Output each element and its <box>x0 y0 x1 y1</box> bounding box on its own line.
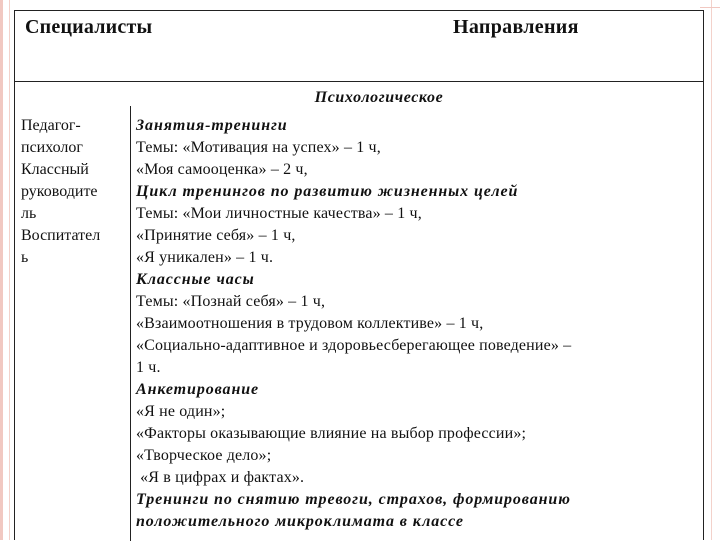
specialist-line: Классный <box>21 161 89 178</box>
decorative-border-line <box>700 7 720 8</box>
topic-line: «Взаимоотношения в трудовом коллективе» – 1 ч, <box>136 315 484 332</box>
specialists-directions-table <box>14 10 704 540</box>
category-heading: Занятия-тренинги <box>136 117 288 134</box>
column-divider <box>130 106 131 541</box>
topic-line: Темы: «Мотивация на успех» – 1 ч, <box>136 139 381 156</box>
category-heading: Классные часы <box>136 271 255 288</box>
topic-line: Темы: «Мои личностные качества» – 1 ч, <box>136 205 422 222</box>
decorative-border-line <box>711 0 712 540</box>
category-heading: Цикл тренингов по развитию жизненных целей <box>136 183 519 200</box>
category-heading: Анкетирование <box>136 381 260 398</box>
topic-line: 1 ч. <box>136 359 161 376</box>
decorative-border-line <box>9 0 10 540</box>
header-specialists: Специалисты <box>25 16 153 38</box>
decorative-border-line <box>0 0 3 540</box>
topic-line: «Творческое дело»; <box>136 447 272 464</box>
specialists-cell <box>21 115 129 269</box>
header-directions: Направления <box>453 16 579 38</box>
specialist-line: ль <box>21 205 37 222</box>
specialist-line: Педагог- <box>21 117 81 134</box>
topic-line: «Я не один»; <box>136 403 226 420</box>
category-heading: Тренинги по снятию тревоги, страхов, формированию <box>136 491 571 508</box>
topic-line: «Я уникален» – 1 ч. <box>136 249 274 266</box>
topic-line: Темы: «Познай себя» – 1 ч, <box>136 293 326 310</box>
specialist-line: психолог <box>21 139 83 156</box>
topic-line: «Принятие себя» – 1 ч, <box>136 227 296 244</box>
specialist-line: ь <box>21 249 29 266</box>
category-heading: положительного микроклимата в классе <box>136 513 464 530</box>
section-title: Психологическое <box>314 89 444 106</box>
topic-line: «Я в цифрах и фактах». <box>136 469 305 486</box>
topic-line: «Моя самооценка» – 2 ч, <box>136 161 308 178</box>
topic-line: «Факторы оказывающие влияние на выбор профессии»; <box>136 425 527 442</box>
directions-cell <box>136 115 702 533</box>
table-header-row <box>15 11 703 82</box>
topic-line: «Социально-адаптивное и здоровьесберегающее поведение» – <box>136 337 572 354</box>
specialist-line: Воспитател <box>21 227 101 244</box>
specialist-line: руководите <box>21 183 98 200</box>
